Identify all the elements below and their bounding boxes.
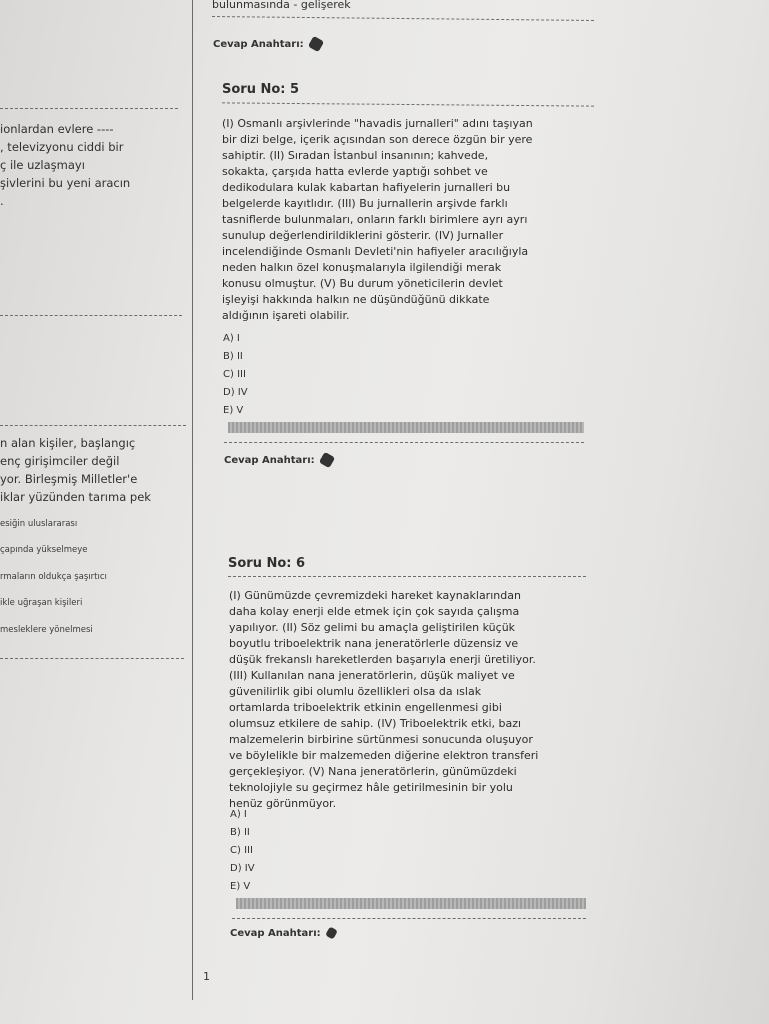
- text-line: henüz görünmüyor.: [229, 797, 337, 810]
- option-a[interactable]: A) I: [223, 333, 240, 344]
- options-list: [230, 806, 255, 896]
- text-line: ve böylelikle bir malzemeden diğerine elektron transferi: [229, 749, 539, 762]
- text-line: daha kolay enerji elde etmek için çok sayıda çalışma: [229, 605, 520, 618]
- ink-blot-icon: [318, 452, 334, 468]
- question-divider: [224, 442, 584, 443]
- left-option: esiğin uluslararası: [0, 519, 78, 529]
- left-line: n alan kişiler, başlangıç: [0, 436, 136, 450]
- answer-bar: [236, 898, 586, 909]
- option-b[interactable]: B) II: [230, 827, 250, 838]
- option-c[interactable]: C) III: [223, 369, 246, 380]
- text-line: bir dizi belge, içerik açısından son derece özgün bir yere: [222, 133, 533, 146]
- option-e[interactable]: E) V: [230, 881, 251, 892]
- column-divider: [192, 0, 193, 1000]
- options-list: [223, 330, 248, 420]
- ink-blot-icon: [325, 926, 338, 939]
- left-option: mesleklere yönelmesi: [0, 625, 93, 635]
- option-a[interactable]: A) I: [230, 809, 247, 820]
- question-divider: [222, 102, 594, 106]
- question-title: Soru No: 6: [228, 556, 306, 571]
- text-line: dedikodulara kulak kabartan hafiyelerin jurnalleri bu: [222, 181, 511, 194]
- answer-key-prev: Cevap Anahtarı:: [213, 38, 322, 50]
- left-divider-2: [0, 315, 182, 316]
- text-line: tasniflerde bulunmaları, onların farklı birimlere ayrı ayrı: [222, 213, 528, 226]
- text-line: belgelerde kayıtlıdır. (III) Bu jurnallerin arşivde farklı: [222, 197, 508, 210]
- option-b[interactable]: B) II: [223, 351, 243, 362]
- left-option: rmaların oldukça şaşırtıcı: [0, 572, 107, 582]
- text-line: gerçekleşiyor. (V) Nana jeneratörlerin, günümüzdeki: [229, 765, 517, 778]
- text-line: (I) Günümüzde çevremizdeki hareket kaynaklarından: [229, 589, 521, 602]
- text-line: güvenilirlik gibi olumlu özellikleri olsa da ıslak: [229, 685, 482, 698]
- option-d[interactable]: D) IV: [230, 863, 255, 874]
- text-line: incelendiğinde Osmanlı Devleti'nin hafiyeler aracılığıyla: [222, 245, 529, 258]
- left-option: çapında yükselmeye: [0, 545, 88, 555]
- question-text: [229, 588, 538, 812]
- left-option: ikle uğraşan kişileri: [0, 598, 83, 608]
- left-line: yor. Birleşmiş Milletler'e: [0, 472, 138, 486]
- answer-key: Cevap Anahtarı:: [224, 454, 333, 466]
- text-line: ortamlarda triboelektrik etkinin engellenmesi gibi: [229, 701, 502, 714]
- text-line: (I) Osmanlı arşivlerinde "havadis jurnalleri" adını taşıyan: [222, 117, 533, 130]
- question-divider: [228, 576, 586, 577]
- text-line: işleyişi hakkında halkın ne düşündüğünü dikkate: [222, 293, 490, 306]
- text-line: teknolojiyle su geçirmez hâle getirilmesinin bir yolu: [229, 781, 513, 794]
- text-line: konusu olmuştur. (V) Bu durum yöneticilerin devlet: [222, 277, 503, 290]
- left-line: ç ile uzlaşmayı: [0, 158, 85, 172]
- text-line: boyutlu triboelektrik nana jeneratörlerle düzensiz ve: [229, 637, 519, 650]
- text-line: olumsuz etkilere de sahip. (IV) Triboelektrik etki, bazı: [229, 717, 522, 730]
- text-line: aldığının işareti olabilir.: [222, 309, 350, 322]
- question-divider: [232, 918, 586, 919]
- left-line: .: [0, 194, 4, 208]
- left-line: , televizyonu ciddi bir: [0, 140, 124, 154]
- left-divider-1: [0, 108, 178, 109]
- question-title: Soru No: 5: [222, 82, 300, 97]
- text-line: sokakta, çarşıda hatta evlerde yaptığı sohbet ve: [222, 165, 488, 178]
- left-line: şivlerini bu yeni aracın: [0, 176, 131, 190]
- text-line: malzemelerin birbirine sürtünmesi sonucunda oluşuyor: [229, 733, 533, 746]
- left-divider-4: [0, 658, 184, 659]
- answer-bar: [228, 422, 584, 433]
- text-line: (III) Kullanılan nana jeneratörlerin, düşük maliyet ve: [229, 669, 515, 682]
- text-line: düşük frekanslı hareketlerden başarıyla enerji üretiliyor.: [229, 653, 536, 666]
- text-line: yapılıyor. (II) Söz gelimi bu amaçla geliştirilen küçük: [229, 621, 516, 634]
- answer-key: Cevap Anahtarı:: [230, 928, 336, 939]
- option-c[interactable]: C) III: [230, 845, 253, 856]
- text-line: sahiptir. (II) Sıradan İstanbul insanının; kahvede,: [222, 149, 489, 162]
- question-text: [222, 116, 533, 324]
- divider-line: [212, 16, 594, 21]
- page-number: 1: [203, 970, 210, 983]
- left-line: ionlardan evlere ----: [0, 122, 114, 136]
- left-line: enç girişimciler değil: [0, 454, 120, 468]
- text-line: neden halkın özel konuşmalarıyla ilgilendiği merak: [222, 261, 502, 274]
- left-line: iklar yüzünden tarıma pek: [0, 490, 151, 504]
- left-divider-3: [0, 425, 186, 426]
- option-e[interactable]: E) V: [223, 405, 244, 416]
- option-d[interactable]: D) IV: [223, 387, 248, 398]
- ink-blot-icon: [307, 36, 323, 52]
- text-line: sunulup değerlendirildiklerini gösterir. (IV) Jurnaller: [222, 229, 504, 242]
- top-cut-text: bulunmasında - gelişerek: [212, 0, 351, 11]
